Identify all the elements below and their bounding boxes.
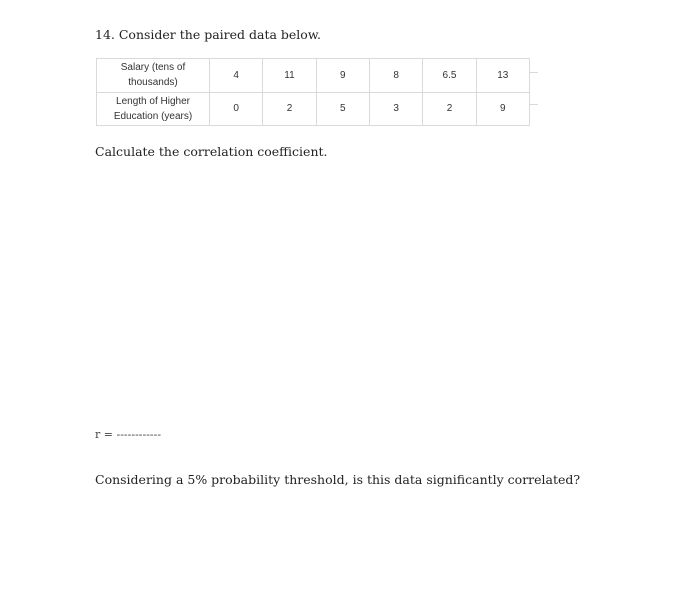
table-row-salary (97, 59, 530, 93)
answer-blank[interactable]: ------------ (116, 428, 162, 441)
followup-question: Considering a 5% probability threshold, is this data significantly correlated? (95, 472, 581, 487)
row-header-salary (97, 59, 210, 93)
table-cell: 5 (316, 92, 369, 126)
table-cell: 9 (316, 59, 369, 93)
row-header-line: Salary (tens of (120, 62, 186, 74)
table-cell: 3 (369, 92, 422, 126)
answer-line (95, 428, 161, 441)
instruction-text: Calculate the correlation coefficient. (95, 144, 328, 159)
gridline-extension (530, 104, 538, 105)
table-cell: 2 (263, 92, 316, 126)
paired-data-table (96, 58, 530, 126)
table-cell: 4 (210, 59, 263, 93)
table-cell: 0 (210, 92, 263, 126)
row-header-education (97, 92, 210, 126)
table-cell: 9 (476, 92, 529, 126)
r-label: r = (95, 428, 113, 441)
table-cell: 2 (423, 92, 476, 126)
row-header-line: Length of Higher (116, 95, 190, 107)
question-title: 14. Consider the paired data below. (95, 27, 322, 42)
table-cell: 13 (476, 59, 529, 93)
gridline-extension (530, 72, 538, 73)
table-cell: 11 (263, 59, 316, 93)
row-header-line: thousands) (128, 77, 178, 89)
row-header-line: Education (years) (113, 110, 193, 122)
table-row-education (97, 92, 530, 126)
table-cell: 6.5 (423, 59, 476, 93)
table-cell: 8 (369, 59, 422, 93)
